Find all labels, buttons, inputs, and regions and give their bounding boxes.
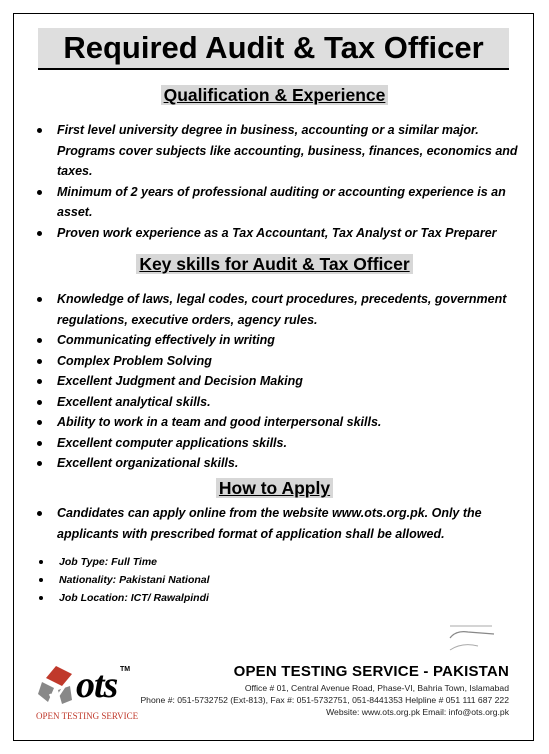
list-item: Proven work experience as a Tax Accountant, Tax Analyst or Tax Preparer <box>36 223 522 244</box>
apply-list <box>36 503 522 544</box>
ots-logo-caption: OPEN TESTING SERVICE <box>36 711 139 721</box>
list-item: Excellent Judgment and Decision Making <box>36 371 522 392</box>
job-type: Job Type: Full Time <box>38 553 524 571</box>
list-item: Complex Problem Solving <box>36 351 522 372</box>
job-info-list <box>38 553 524 607</box>
organization-footer <box>140 662 509 718</box>
organization-name: OPEN TESTING SERVICE - PAKISTAN <box>233 663 509 680</box>
organization-address: Office # 01, Central Avenue Road, Phase-VI, Bahria Town, Islamabad <box>244 683 509 693</box>
qualification-heading-text: Qualification & Experience <box>161 85 389 105</box>
ots-logo-tm: TM <box>120 666 131 673</box>
ots-logo-mark-icon <box>36 664 78 710</box>
skills-list <box>36 289 522 474</box>
list-item: Candidates can apply online from the website www.ots.org.pk. Only the applicants with prescribed format of application shall be allowed. <box>36 503 522 544</box>
list-item: Excellent analytical skills. <box>36 392 522 413</box>
skills-heading <box>0 253 549 275</box>
swoosh-decoration <box>448 624 496 652</box>
skills-heading-text: Key skills for Audit & Tax Officer <box>136 254 412 274</box>
qualification-heading <box>0 84 549 106</box>
list-item: Knowledge of laws, legal codes, court procedures, precedents, government regulations, executive orders, agency rules. <box>36 289 522 330</box>
apply-heading <box>0 477 549 499</box>
organization-phone: Phone #: 051-5732752 (Ext-813), Fax #: 051-5732751, 051-8441353 Helpline # 051 111 687 222 <box>140 695 509 705</box>
apply-heading-text: How to Apply <box>216 478 333 498</box>
list-item: Excellent organizational skills. <box>36 453 522 474</box>
list-item: Ability to work in a team and good interpersonal skills. <box>36 412 522 433</box>
ots-logo-text: ots <box>76 664 118 706</box>
ots-logo <box>36 664 139 724</box>
list-item: Communicating effectively in writing <box>36 330 522 351</box>
job-location: Job Location: ICT/ Rawalpindi <box>38 589 524 607</box>
organization-web: Website: www.ots.org.pk Email: info@ots.org.pk <box>326 707 509 717</box>
list-item: Minimum of 2 years of professional auditing or accounting experience is an asset. <box>36 182 522 223</box>
page-title: Required Audit & Tax Officer <box>38 28 509 70</box>
job-nationality: Nationality: Pakistani National <box>38 571 524 589</box>
list-item: Excellent computer applications skills. <box>36 433 522 454</box>
qualification-list <box>36 120 522 243</box>
list-item: First level university degree in business, accounting or a similar major. Programs cover subjects like accounting, business, finances, economics and taxes. <box>36 120 522 182</box>
